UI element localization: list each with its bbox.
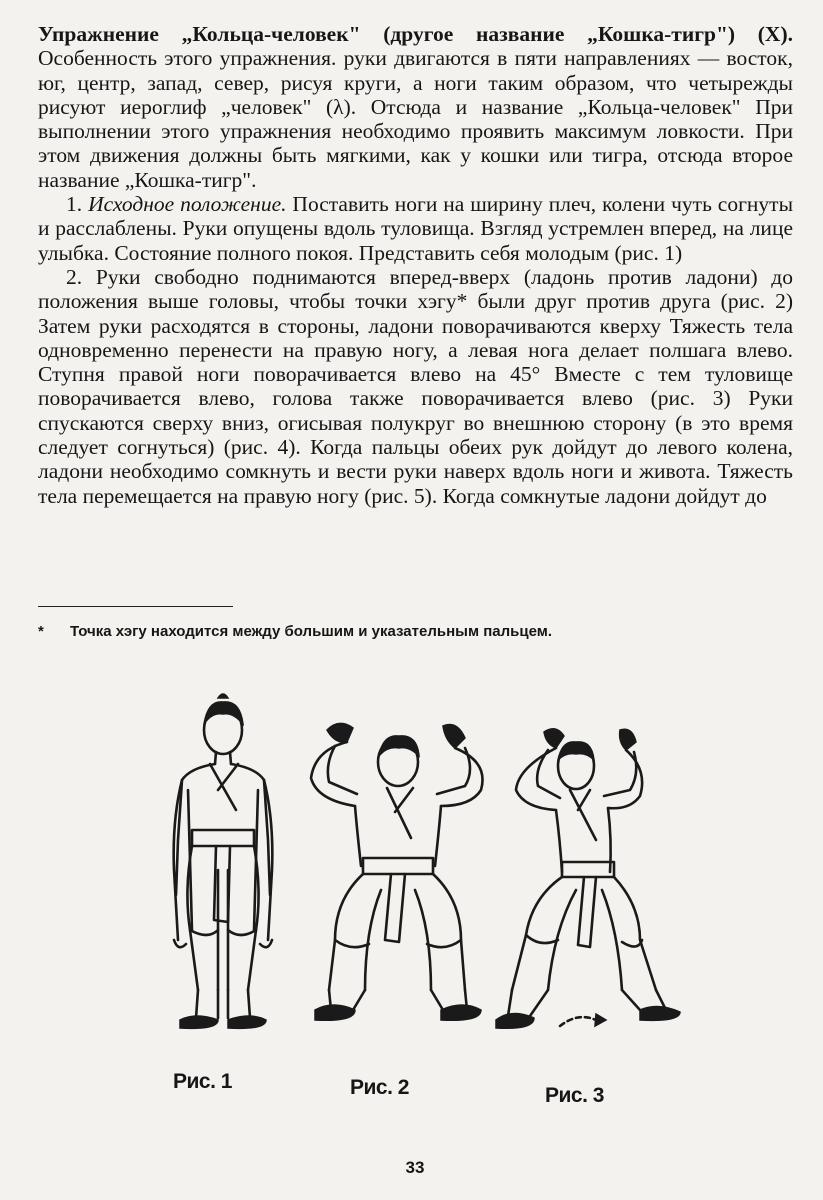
body-text: [38, 22, 793, 508]
step-1-text: Поставить ноги на ширину плеч, колени чуть согнуты и расслаблены. Руки опущены вдоль туловища. Взгляд устремлен вперед, на лице улыбка. Состояние полного покоя. Представить себя молодым (рис. 1): [38, 192, 794, 265]
step-1-number: 1.: [66, 192, 89, 217]
arms-raised-figure-icon: [295, 690, 505, 1060]
footnote-divider: [38, 606, 233, 607]
paragraph-step-1: [38, 192, 793, 265]
footnote-marker: *: [38, 623, 44, 640]
figure-3-illustration: [490, 690, 700, 1060]
footnote: [38, 622, 778, 642]
turning-figure-icon: [490, 690, 700, 1060]
figure-2-illustration: [295, 690, 505, 1060]
figure-3-caption: Рис. 3: [545, 1084, 604, 1107]
step-1-heading: Исходное положение.: [88, 192, 287, 217]
page-number: 33: [405, 1158, 425, 1177]
figure-1-caption: Рис. 1: [173, 1070, 232, 1093]
paragraph-intro: [38, 22, 793, 192]
exercise-title: Упражнение „Кольца-человек" (другое название „Кошка-тигр") (X).: [38, 22, 793, 46]
figure-2-caption: Рис. 2: [350, 1076, 409, 1099]
footnote-text: Точка хэгу находится между большим и указательным пальцем.: [70, 623, 553, 640]
intro-text: Особенность этого упражнения. руки двигаются в пяти направлениях — восток, юг, центр, запад, север, рисуя круги, а ноги таким образом, что четырежды рисуют иероглиф „человек" (λ). Отсюда и название „Кольца-человек" При выполнении этого упражнения необходимо проявить максимум ловкости. При этом движения должны быть мягкими, как у кошки или тигра, отсюда второе название „Кошка-тигр".: [38, 46, 793, 192]
paragraph-step-2: 2. Руки свободно поднимаются вперед-вверх (ладонь против ладони) до положения выше головы, чтобы точки хэгу* были друг против друга (рис. 2) Затем руки расходятся в стороны, ладони поворачиваются кверху Тяжесть тела одновременно перенести на правую ногу, а левая нога делает полшага влево. Ступня правой ноги поворачивается влево на 45° Вместе с тем туловище поворачивается влево, голова также поворачивается влево (рис. 3) Руки спускаются сверху вниз, огисывая полукруг во внешнюю сторону (в это время следует согнуться) (рис. 4). Когда пальцы обеих рук дойдут до левого колена, ладони необходимо сомкнуть и вести руки наверх вдоль ноги и живота. Тяжесть тела перемещается на правую ногу (рис. 5). Когда сомкнутые ладони дойдут до: [38, 264, 793, 508]
